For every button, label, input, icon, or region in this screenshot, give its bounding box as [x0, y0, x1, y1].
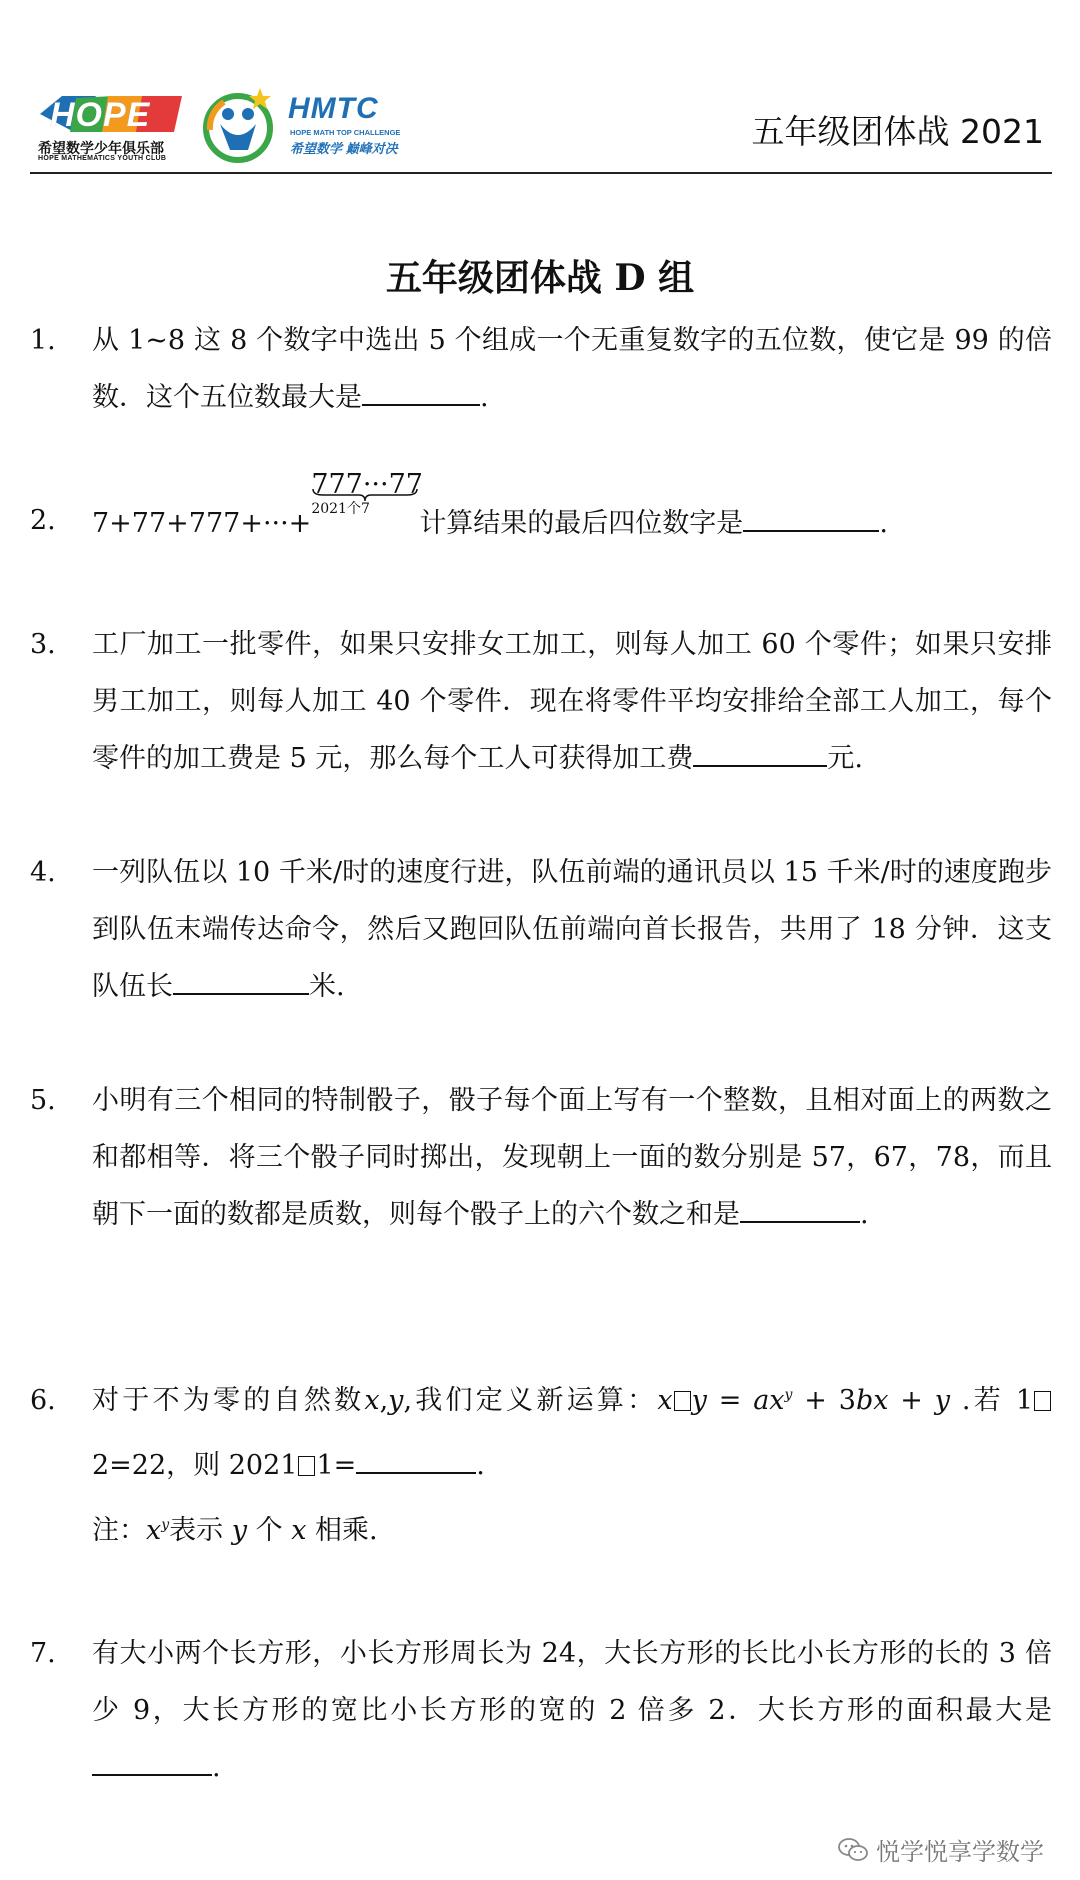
page-header	[30, 80, 1052, 174]
answer-blank[interactable]	[173, 959, 309, 995]
hmtc-emblem-icon	[200, 86, 278, 164]
underbrace-icon	[311, 488, 419, 502]
hope-sub-cn: 希望数学少年俱乐部	[38, 140, 164, 156]
operator-square-icon	[674, 1391, 691, 1411]
footer-source	[838, 1832, 1044, 1867]
answer-blank[interactable]	[743, 496, 879, 532]
problem-text: 工厂加工一批零件，如果只安排女工加工，则每人加工 60 个零件；如果只安排男工加工，则每人加工 40 个零件．现在将零件平均安排给全部工人加工，每个零件的加工费是 5 元，那么每个工人可获得加工费 元.	[92, 629, 1052, 774]
problem-text: 有大小两个长方形，小长方形周长为 24，大长方形的长比小长方形的长的 3 倍少 9，大长方形的宽比小长方形的宽的 2 倍多 2．大长方形的面积最大是.	[92, 1638, 1052, 1783]
problem-3	[30, 616, 1052, 787]
problem-text: 对于不为零的自然数x,y,我们定义新运算：x $y = ax^y + 3bx + y$ .若 12=22，则 2021 1= . 注：$x^y$表示 y 个 x 相乘.	[92, 1368, 1052, 1563]
problem-number: 3.	[30, 629, 56, 660]
operator-square-icon	[1034, 1391, 1051, 1411]
problem-6	[30, 1368, 1052, 1563]
problem-text: 一列队伍以 10 千米/时的速度行进，队伍前端的通讯员以 15 千米/时的速度跑步到队伍末端传达命令，然后又跑回队伍前端向首长报告，共用了 18 分钟．这支队伍长 米.	[92, 857, 1052, 1002]
underbrace: 777···77 2021个7	[311, 469, 423, 517]
operator-square-icon	[298, 1456, 315, 1476]
problem-number: 7.	[30, 1638, 56, 1669]
problem-number: 6.	[30, 1385, 56, 1416]
hmtc-sub-cn: 希望数学 巅峰对决	[290, 141, 398, 156]
problem-number: 4.	[30, 857, 56, 888]
hmtc-word: HMTC	[288, 92, 379, 125]
problem-7	[30, 1625, 1052, 1796]
problem-number: 1.	[30, 325, 56, 356]
problem-2	[30, 469, 1052, 552]
problem-number: 2.	[30, 505, 56, 536]
problem-text: 7+77+777+···+ 777···77 2021个7 计算结果的最后四位数字是 .	[92, 469, 888, 539]
answer-blank[interactable]	[356, 1438, 476, 1474]
formula: x $y = ax^y + 3bx + y$ .	[657, 1385, 971, 1416]
hope-sub-en: HOPE MATHEMATICS YOUTH CLUB	[38, 155, 167, 162]
answer-blank[interactable]	[362, 370, 480, 406]
problem-text: 小明有三个相同的特制骰子，骰子每个面上写有一个整数，且相对面上的两数之和都相等．将三个骰子同时掷出，发现朝上一面的数分别是 57，67，78，而且朝下一面的数都是质数，则每个骰子上的六个数之和是 .	[92, 1085, 1052, 1230]
problem-text: 从 1~8 这 8 个数字中选出 5 个组成一个无重复数字的五位数，使它是 99 的倍数．这个五位数最大是 .	[92, 325, 1052, 413]
problem-5	[30, 1072, 1052, 1243]
hmtc-sub-en: HOPE MATH TOP CHALLENGE	[290, 128, 401, 137]
hope-word: HOPE	[50, 96, 151, 134]
problem-1	[30, 312, 1052, 426]
answer-blank[interactable]	[740, 1187, 860, 1223]
hope-logo	[36, 92, 186, 162]
problem-number: 5.	[30, 1085, 56, 1116]
document-title: 五年级团体战 D 组	[385, 257, 695, 299]
answer-blank[interactable]	[92, 1740, 212, 1776]
wechat-icon	[838, 1837, 868, 1863]
watermark: ​	[534, 46, 586, 172]
footer-text: 悦学悦享学数学	[876, 1838, 1044, 1866]
problem-4	[30, 844, 1052, 1015]
answer-blank[interactable]	[693, 731, 827, 767]
hmtc-logo	[200, 86, 460, 170]
header-title: 五年级团体战 2021	[751, 112, 1044, 151]
